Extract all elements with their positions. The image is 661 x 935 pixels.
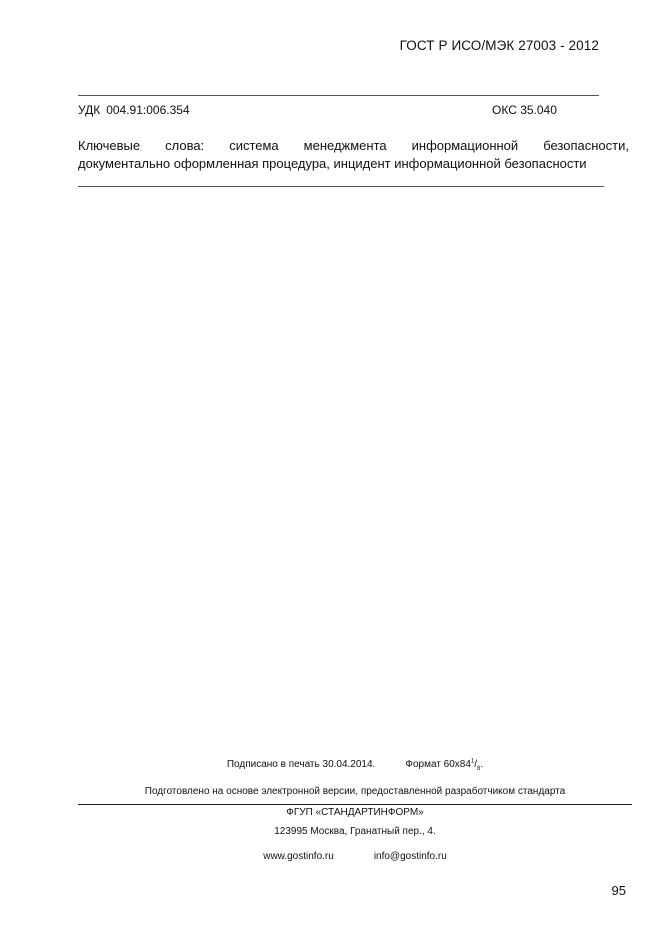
email-link[interactable]: info@gostinfo.ru [373, 851, 447, 862]
udk-code: 004.91:006.354 [106, 103, 190, 117]
keywords-line-2: документально оформленная процедура, инцидент информационной безопасности [78, 156, 587, 171]
keyword-word: система [229, 138, 279, 153]
keyword-word: слова: [165, 138, 205, 153]
publisher-address: 123995 Москва, Гранатный пер., 4. [274, 826, 436, 837]
page-number: 95 [611, 883, 626, 898]
keywords-block [78, 137, 629, 173]
prepared-note: Подготовлено на основе электронной версии, предоставленной разработчиком стандарта [144, 786, 566, 797]
keywords-divider [78, 186, 604, 187]
signed-date: Подписано в печать 30.04.2014. [226, 759, 376, 770]
standard-code: ГОСТ Р ИСО/МЭК 27003 - 2012 [399, 38, 599, 53]
footer-divider [78, 804, 632, 805]
website-link[interactable]: www.gostinfo.ru [263, 851, 334, 862]
udk-label: УДК [78, 103, 101, 117]
keywords-line-1 [78, 137, 629, 155]
publisher-name: ФГУП «СТАНДАРТИНФОРМ» [286, 807, 424, 818]
top-divider [78, 95, 599, 96]
publisher-contacts [78, 851, 632, 862]
oks-code: ОКС 35.040 [492, 103, 557, 117]
keyword-word: информационной [411, 138, 519, 153]
keyword-word: менеджмента [303, 138, 387, 153]
keyword-word: безопасности, [543, 138, 629, 153]
imprint-signed-line [78, 759, 632, 770]
paper-format: Формат $60x84^1/_8$. [405, 758, 484, 772]
keyword-word: Ключевые [78, 138, 141, 153]
udk-line [78, 103, 190, 117]
